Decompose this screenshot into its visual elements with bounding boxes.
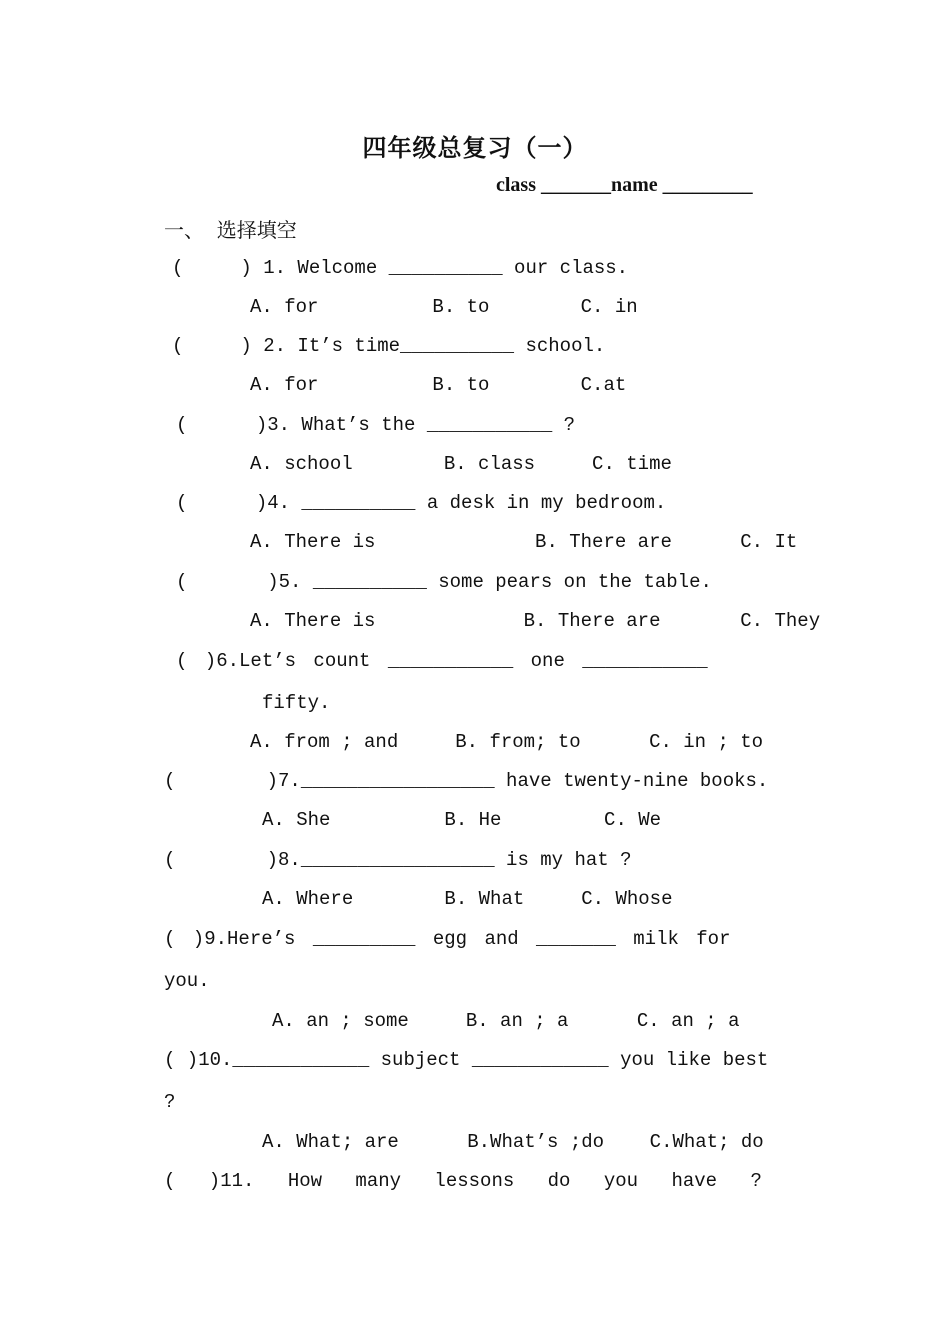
question-4-options: A. There is B. There are C. It [250, 531, 798, 553]
question-10: ( )10.____________ subject ____________ you like best [164, 1049, 769, 1071]
question-7: ( )7._________________ have twenty-nine books. [164, 770, 769, 792]
section-heading: 一、 选择填空 [164, 218, 297, 242]
question-2: ( ) 2. It’s time__________ school. [172, 335, 606, 357]
question-2-options: A. for B. to C.at [250, 374, 627, 396]
question-4: ( )4. __________ a desk in my bedroom. [176, 492, 667, 514]
question-10-continued: ? [164, 1091, 176, 1113]
question-5: ( )5. __________ some pears on the table. [176, 571, 712, 593]
question-9: ( )9.Here’s _________ egg and _______ milk for [164, 928, 731, 950]
question-3-options: A. school B. class C. time [250, 453, 672, 475]
question-8-options: A. Where B. What C. Whose [262, 888, 673, 910]
question-8: ( )8._________________ is my hat ? [164, 849, 632, 871]
question-1-options: A. for B. to C. in [250, 296, 638, 318]
question-11: ( )11. How many lessons do you have ? [164, 1170, 762, 1192]
worksheet-title: 四年级总复习（一） [362, 133, 588, 162]
question-9-options: A. an ; some B. an ; a C. an ; a [272, 1010, 740, 1032]
question-7-options: A. She B. He C. We [262, 809, 662, 831]
question-5-options: A. There is B. There are C. They [250, 610, 821, 632]
question-6-options: A. from ; and B. from; to C. in ; to [250, 731, 764, 753]
question-1: ( ) 1. Welcome __________ our class. [172, 257, 629, 279]
class-name-line: class _______name _________ [496, 174, 753, 196]
question-9-continued: you. [164, 970, 210, 992]
question-10-options: A. What; are B.What’s ;do C.What; do [262, 1131, 764, 1153]
question-3: ( )3. What’s the ___________ ? [176, 414, 576, 436]
question-6: ( )6.Let’s count ___________ one ___________ [176, 650, 708, 672]
question-6-continued: fifty. [262, 692, 331, 714]
